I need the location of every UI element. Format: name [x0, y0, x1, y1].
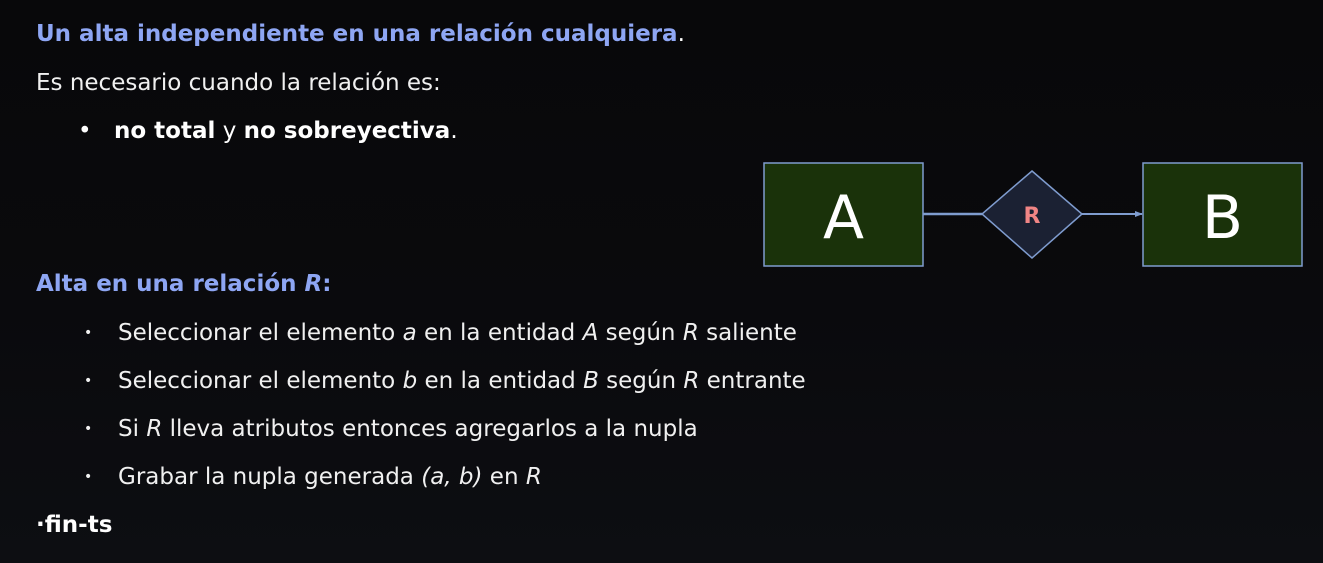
bullet-icon: • — [78, 118, 92, 144]
entity-a-label: A — [822, 183, 865, 253]
relation-label: R — [1023, 204, 1041, 229]
entity-b-label: B — [1201, 183, 1244, 253]
slide-title: Un alta independiente en una relación cualquiera. — [36, 21, 685, 47]
intro-text: Es necesario cuando la relación es: — [36, 70, 441, 96]
step-item: • Seleccionar el elemento b en la entidad B según R entrante — [84, 368, 806, 394]
step-item: • Grabar la nupla generada (a, b) en R — [84, 464, 542, 490]
footer-signature: ·fin-ts — [36, 512, 113, 538]
bullet-icon: • — [84, 373, 93, 389]
section-heading: Alta en una relación R: — [36, 271, 332, 297]
step-item: • Si R lleva atributos entonces agregarlos a la nupla — [84, 416, 698, 442]
bullet-icon: • — [84, 469, 93, 485]
condition-bullet: • no total y no sobreyectiva. — [78, 118, 458, 144]
bullet-icon: • — [84, 325, 93, 341]
bullet-icon: • — [84, 421, 93, 437]
step-item: • Seleccionar el elemento a en la entidad A según R saliente — [84, 320, 797, 346]
